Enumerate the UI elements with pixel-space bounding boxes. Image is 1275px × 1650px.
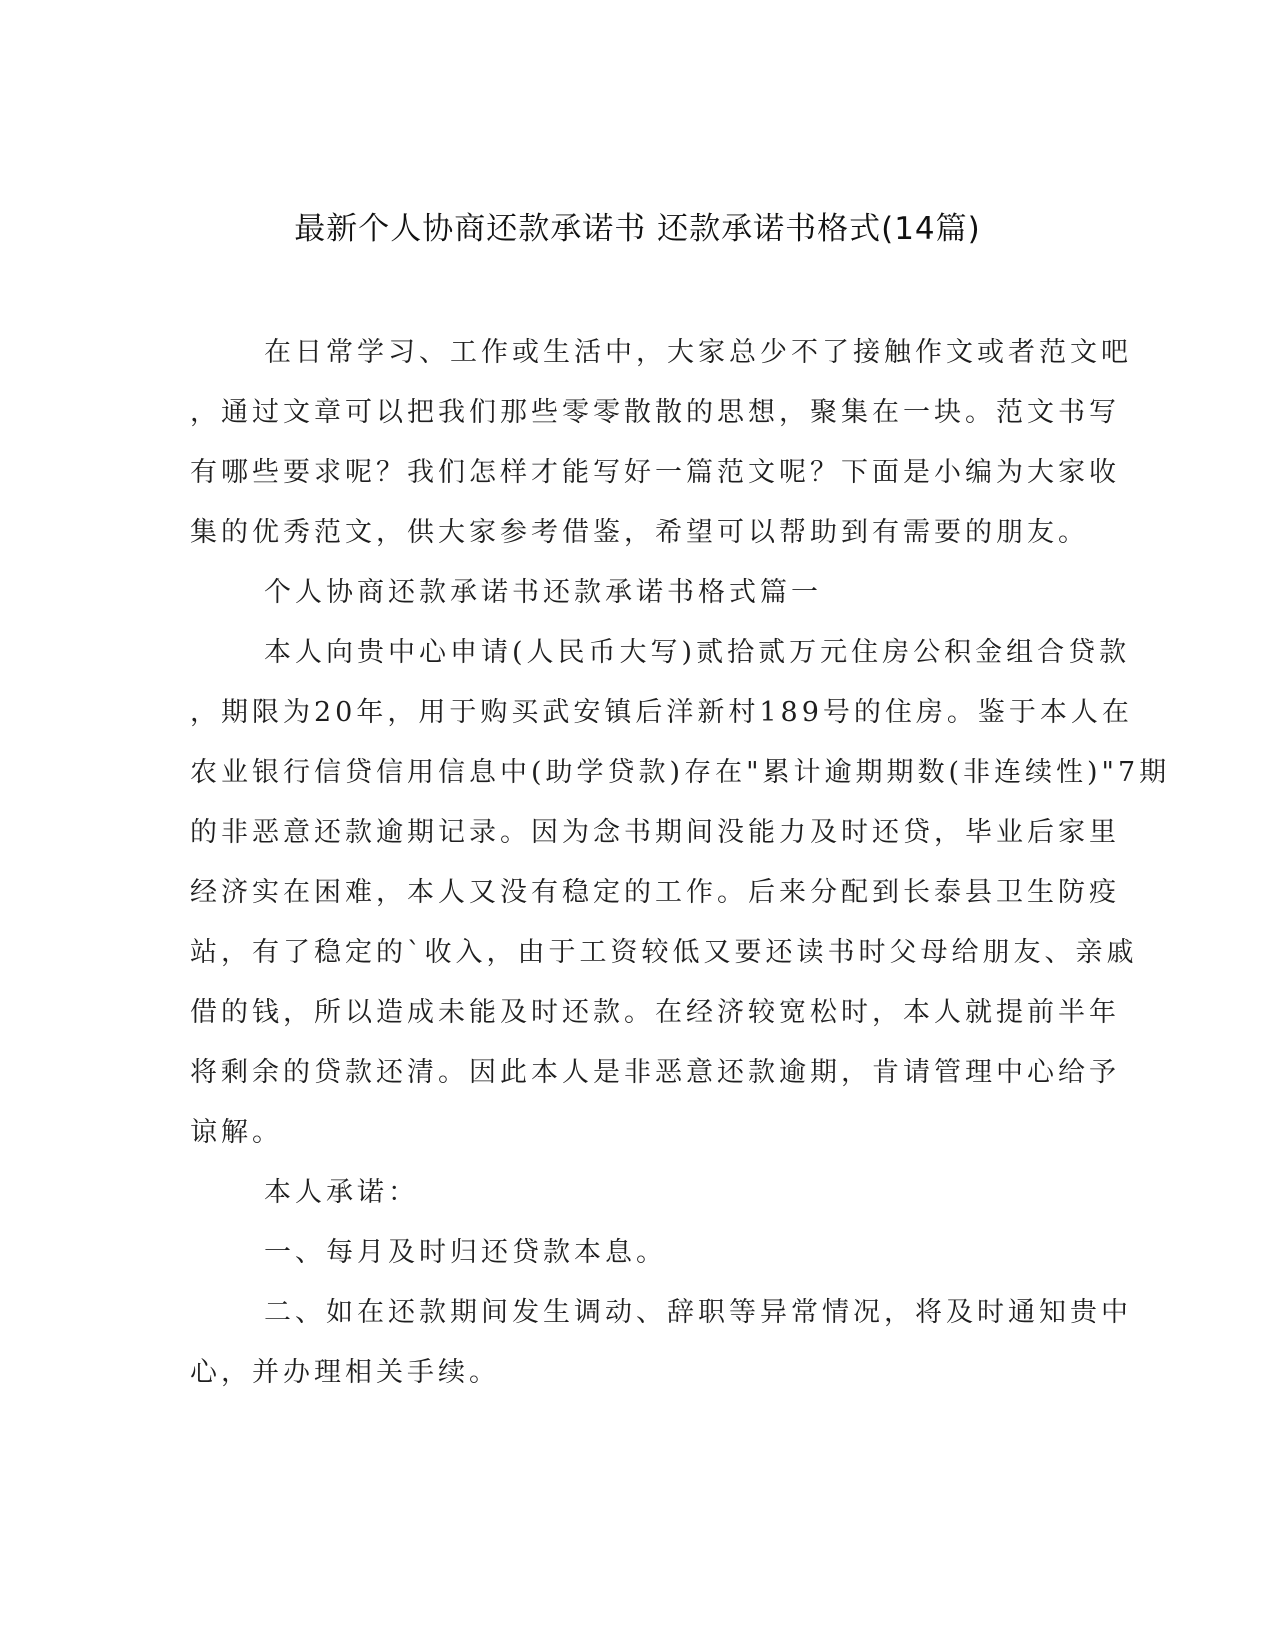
section-heading: 个人协商还款承诺书还款承诺书格式篇一 — [264, 577, 822, 608]
text-line: 的非恶意还款逾期记录。因为念书期间没能力及时还贷，毕业后家里 — [190, 817, 1120, 848]
text-line: 农业银行信贷信用信息中(助学贷款)存在"累计逾期期数(非连续性)"7期 — [190, 757, 1171, 788]
text-line: 本人向贵中心申请(人民币大写)贰拾贰万元住房公积金组合贷款 — [264, 637, 1131, 668]
text-line: ，通过文章可以把我们那些零零散散的思想，聚集在一块。范文书写 — [190, 397, 1120, 428]
text-line: 心，并办理相关手续。 — [190, 1357, 500, 1388]
text-line: 借的钱，所以造成未能及时还款。在经济较宽松时，本人就提前半年 — [190, 997, 1120, 1028]
list-item: 二、如在还款期间发生调动、辞职等异常情况，将及时通知贵中 — [264, 1297, 1132, 1328]
text-line: 集的优秀范文，供大家参考借鉴，希望可以帮助到有需要的朋友。 — [190, 517, 1089, 548]
text-line: 将剩余的贷款还清。因此本人是非恶意还款逾期，肯请管理中心给予 — [190, 1057, 1120, 1088]
text-line: 经济实在困难，本人又没有稳定的工作。后来分配到长泰县卫生防疫 — [190, 877, 1120, 908]
text-line: ，期限为20年，用于购买武安镇后洋新村189号的住房。鉴于本人在 — [190, 697, 1133, 728]
text-line: 有哪些要求呢？我们怎样才能写好一篇范文呢？下面是小编为大家收 — [190, 457, 1120, 488]
text-line: 在日常学习、工作或生活中，大家总少不了接触作文或者范文吧 — [264, 337, 1132, 368]
document-body — [190, 323, 1171, 1403]
list-item: 一、每月及时归还贷款本息。 — [264, 1237, 667, 1268]
text-line: 谅解。 — [190, 1117, 283, 1148]
text-line: 站，有了稳定的`收入，由于工资较低又要还读书时父母给朋友、亲戚 — [190, 937, 1138, 968]
text-line: 本人承诺： — [264, 1177, 419, 1208]
document-title: 最新个人协商还款承诺书 还款承诺书格式(14篇) — [294, 211, 981, 247]
